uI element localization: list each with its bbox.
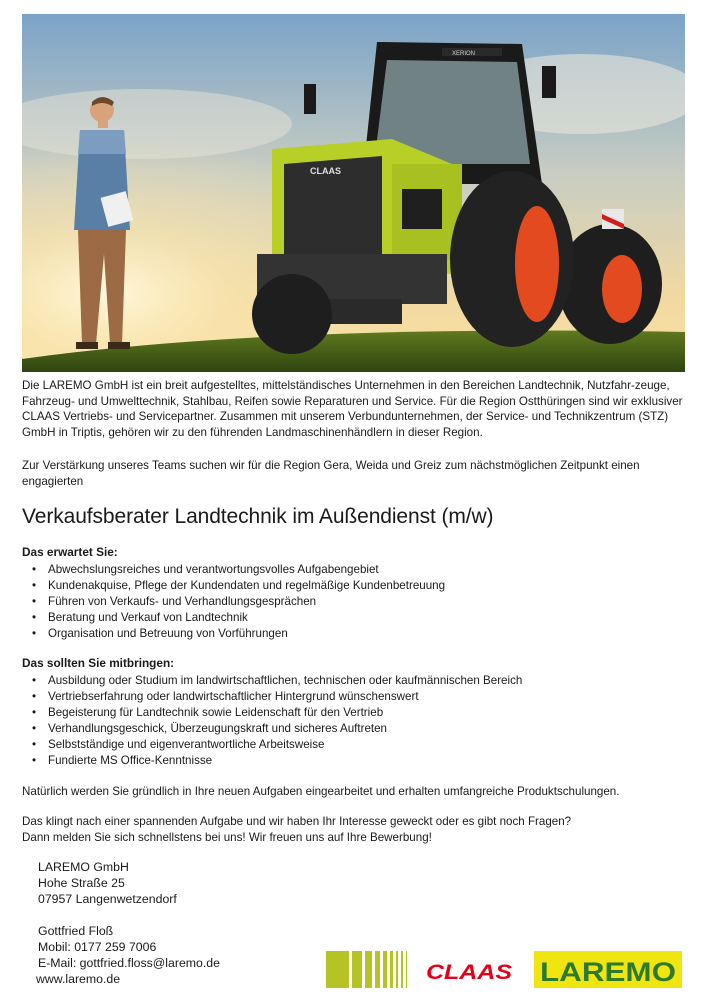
list-item: • Begeisterung für Landtechnik sowie Leidenschaft für den Vertrieb	[22, 705, 522, 721]
list-item: • Fundierte MS Office-Kenntnisse	[22, 753, 522, 769]
svg-text:CLAAS: CLAAS	[310, 166, 341, 176]
list-item: • Beratung und Verkauf von Landtechnik	[22, 610, 445, 626]
contact-person: Gottfried Floß	[38, 924, 114, 938]
city-address: 07957 Langenwetzendorf	[38, 892, 177, 906]
list-item: • Führen von Verkaufs- und Verhandlungsgesprächen	[22, 594, 445, 610]
expect-heading: Das erwartet Sie:	[22, 545, 118, 559]
list-item: • Ausbildung oder Studium im landwirtschaftlichen, technischen oder kaufmännischen Bereich	[22, 673, 522, 689]
phone-number: Mobil: 0177 259 7006	[38, 940, 157, 954]
list-item: • Selbstständige und eigenverantwortliche Arbeitsweise	[22, 737, 522, 753]
training-paragraph: Natürlich werden Sie gründlich in Ihre neuen Aufgaben eingearbeitet und erhalten umfangreiche Produktschulungen.	[22, 785, 620, 798]
closing-line-2: Dann melden Sie sich schnellstens bei uns! Wir freuen uns auf Ihre Bewerbung!	[22, 831, 432, 844]
hiring-intro: Zur Verstärkung unseres Teams suchen wir für die Region Gera, Weida und Greiz zum nächstmöglichen Zeitpunkt einen engagierten	[22, 459, 640, 488]
website-link[interactable]: www.laremo.de	[36, 972, 121, 986]
list-item: • Abwechslungsreiches und verantwortungsvolles Aufgabengebiet	[22, 562, 445, 578]
job-title: Verkaufsberater Landtechnik im Außendienst (m/w)	[22, 505, 494, 528]
svg-text:CLAAS: CLAAS	[426, 961, 512, 982]
list-item: • Vertriebserfahrung oder landwirtschaftlicher Hintergrund wünschenswert	[22, 689, 522, 705]
requirements-list	[22, 673, 522, 769]
list-item: • Verhandlungsgeschick, Überzeugungskraft und sicheres Auftreten	[22, 721, 522, 737]
company-name: LAREMO GmbH	[38, 860, 129, 874]
list-item: • Organisation und Betreuung von Vorführungen	[22, 626, 445, 642]
svg-text:XERION: XERION	[452, 51, 476, 57]
tractor-photo-illustration	[22, 14, 685, 372]
expect-list	[22, 562, 445, 642]
closing-line-1: Das klingt nach einer spannenden Aufgabe und wir haben Ihr Interesse geweckt oder es gibt noch Fragen?	[22, 815, 572, 828]
requirements-heading: Das sollten Sie mitbringen:	[22, 656, 175, 670]
contact-block	[38, 859, 220, 987]
svg-text:LAREMO: LAREMO	[540, 957, 676, 987]
claas-logo	[424, 960, 514, 982]
company-intro: Die LAREMO GmbH ist ein breit aufgestelltes, mittelständisches Unternehmen in den Bereichen Landtechnik, Nutzfahr-zeuge, Fahrzeug- und Umwelttechnik, Stahlbau, Reifen sowie Reparaturen und Service. Für die Region Ostthüringen sind wir exklusiver CLAAS Vertriebs- und Servicepartner. Zusammen mit unserem Verbundunternehmen, der Service- und Technikzentrum (STZ) GmbH in Triptis, gehören wir zu den führenden Landmaschinenhändlern in dieser Region.	[22, 379, 683, 440]
stripes-logo	[326, 951, 411, 988]
hero-photo	[22, 14, 685, 372]
street-address: Hohe Straße 25	[38, 876, 125, 890]
laremo-logo	[534, 951, 682, 988]
email-link[interactable]: E-Mail: gottfried.floss@laremo.de	[38, 956, 220, 970]
list-item: • Kundenakquise, Pflege der Kundendaten und regelmäßige Kundenbetreuung	[22, 578, 445, 594]
